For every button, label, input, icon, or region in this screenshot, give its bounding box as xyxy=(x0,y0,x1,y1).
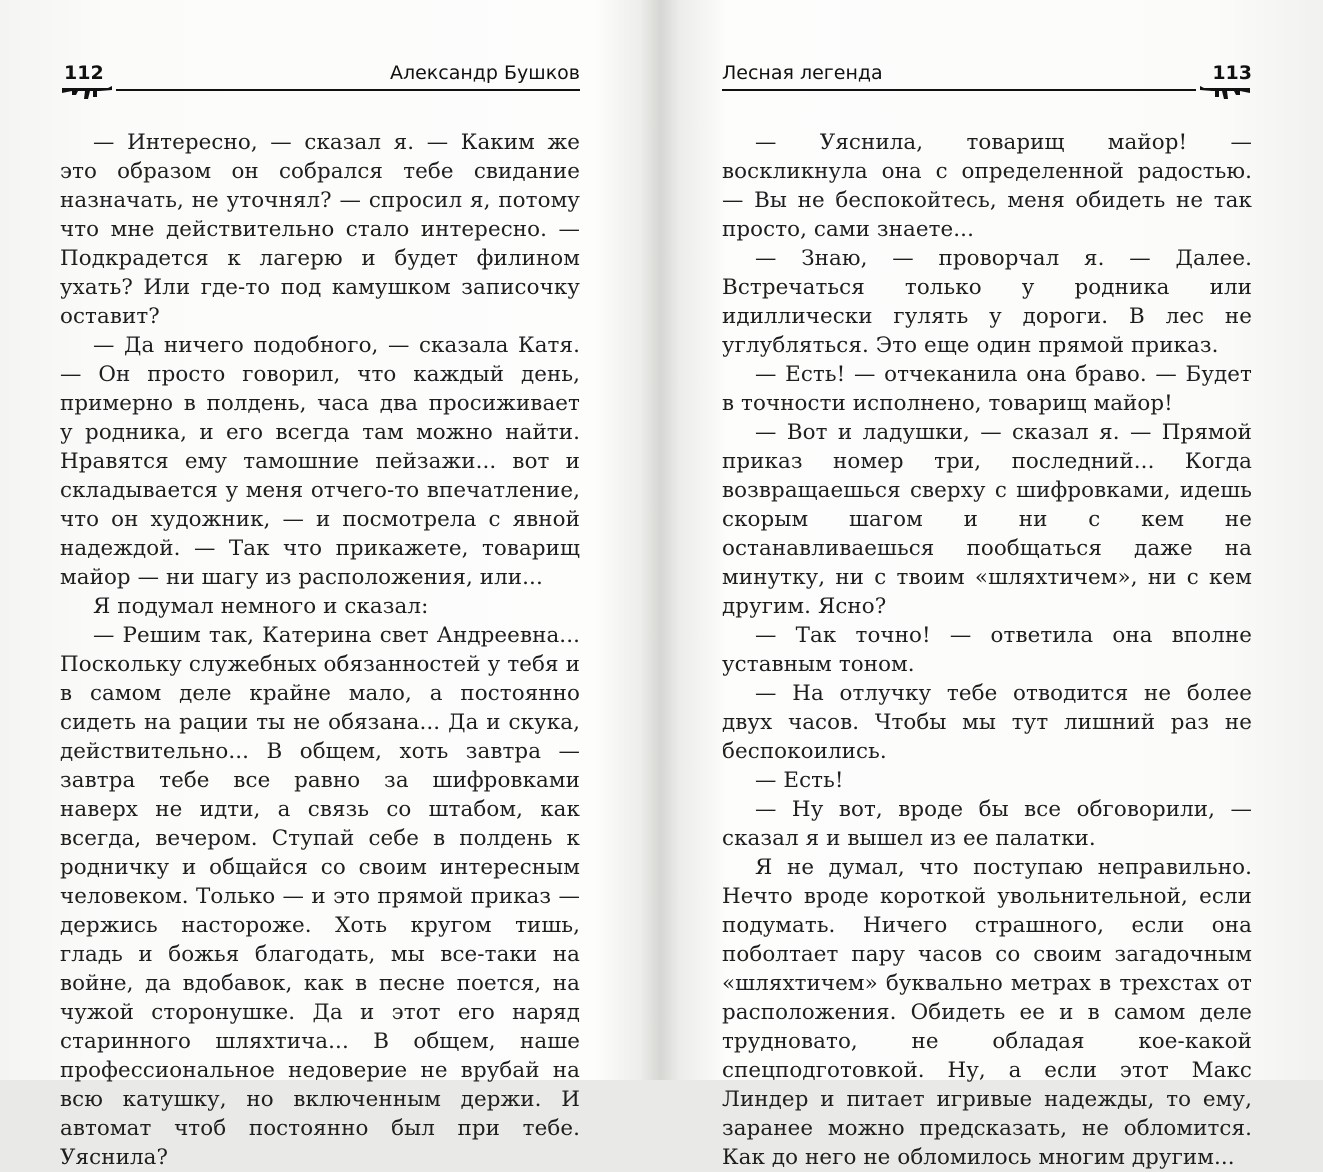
paragraph: — Знаю, — проворчал я. — Далее. Встречаться только у родника или идиллически гулять у дороги. В лес не углубляться. Это еще один прямой приказ. xyxy=(722,246,1252,358)
left-page-header xyxy=(60,0,580,100)
paragraph: — Да ничего подобного, — сказала Катя. — Он просто говорил, что каждый день, примерно в полдень, часа два просиживает у родника, и его всегда там можно найти. Нравятся ему тамошние пейзажи... вот и складывается у меня отчего-то впечатление, что он художник, — и посмотрела с явной надеждой. — Так что прикажете, товарищ майор — ни шагу из расположения, или... xyxy=(60,333,580,590)
running-head-author: Александр Бушков xyxy=(389,62,580,84)
paragraph: — Есть! xyxy=(755,768,844,793)
right-page-text xyxy=(722,128,1252,1172)
paragraph: — Ну вот, вроде бы все обговорили, — сказал я и вышел из ее палатки. xyxy=(722,797,1252,851)
left-page-text xyxy=(60,128,580,1172)
header-rule xyxy=(116,89,580,91)
paragraph: — Так точно! — ответила она вполне уставным тоном. xyxy=(722,623,1252,677)
right-page-header xyxy=(722,0,1252,100)
page-number: 113 xyxy=(1212,62,1252,84)
paragraph: — На отлучку тебе отводится не более двух часов. Чтобы мы тут лишний раз не беспокоились. xyxy=(722,681,1252,764)
rifle-ornament-icon xyxy=(1198,80,1252,102)
left-page xyxy=(60,0,580,1170)
book-gutter xyxy=(640,0,680,1080)
paragraph: — Уяснила, товарищ майор! — воскликнула она с определенной радостью. — Вы не беспокойтесь, меня обидеть не так просто, сами знаете... xyxy=(722,130,1252,242)
right-page xyxy=(722,0,1252,1170)
running-head-title: Лесная легенда xyxy=(722,62,883,84)
header-rule xyxy=(722,89,1196,91)
paragraph: — Интересно, — сказал я. — Каким же это образом он собрался тебе свидание назначать, не уточнял? — спросил я, потому что мне действительно стало интересно. — Подкрадется к лагерю и будет филином ухать? Или где-то под камушком записочку оставит? xyxy=(60,130,580,329)
paragraph: Я подумал немного и сказал: xyxy=(93,594,429,619)
paragraph: — Есть! — отчеканила она браво. — Будет в точности исполнено, товарищ майор! xyxy=(722,362,1252,416)
paragraph: — Вот и ладушки, — сказал я. — Прямой приказ номер три, последний... Когда возвращаешься сверху с шифровками, идешь скорым шагом и ни с кем не останавливаешься пообщаться даже на минутку, ни с твоим «шляхтичем», ни с кем другим. Ясно? xyxy=(722,420,1252,619)
paragraph: Я не думал, что поступаю неправильно. Нечто вроде короткой увольнительной, если подумать. Ничего страшного, если она поболтает пару часов со своим загадочным «шляхтичем» буквально метрах в трехстах от расположения. Обидеть ее и в самом деле трудновато, не обладая кое-какой спецподготовкой. Ну, а если этот Макс Линдер и питает игривые надежды, то ему, заранее можно предсказать, не обломится. Как до него не обломилось многим другим... xyxy=(722,855,1252,1170)
paragraph: — Решим так, Катерина свет Андреевна... Поскольку служебных обязанностей у тебя и в самом деле крайне мало, а постоянно сидеть на рации ты не обязана... Да и скука, действительно... В общем, хоть завтра — завтра тебе все равно за шифровками наверх не идти, а связь со штабом, как всегда, вечером. Ступай себе в полдень к родничку и общайся со своим интересным человеком. Только — и это прямой приказ — держись настороже. Хоть кругом тишь, гладь и божья благодать, мы все-таки на войне, да вдобавок, как в песне поется, на чужой сторонушке. Да и этот его наряд старинного шляхтича... В общем, наше профессиональное недоверие не врубай на всю катушку, но включенным держи. И автомат чтоб постоянно был при тебе. Уяснила? xyxy=(60,623,580,1170)
page-number: 112 xyxy=(64,62,104,84)
